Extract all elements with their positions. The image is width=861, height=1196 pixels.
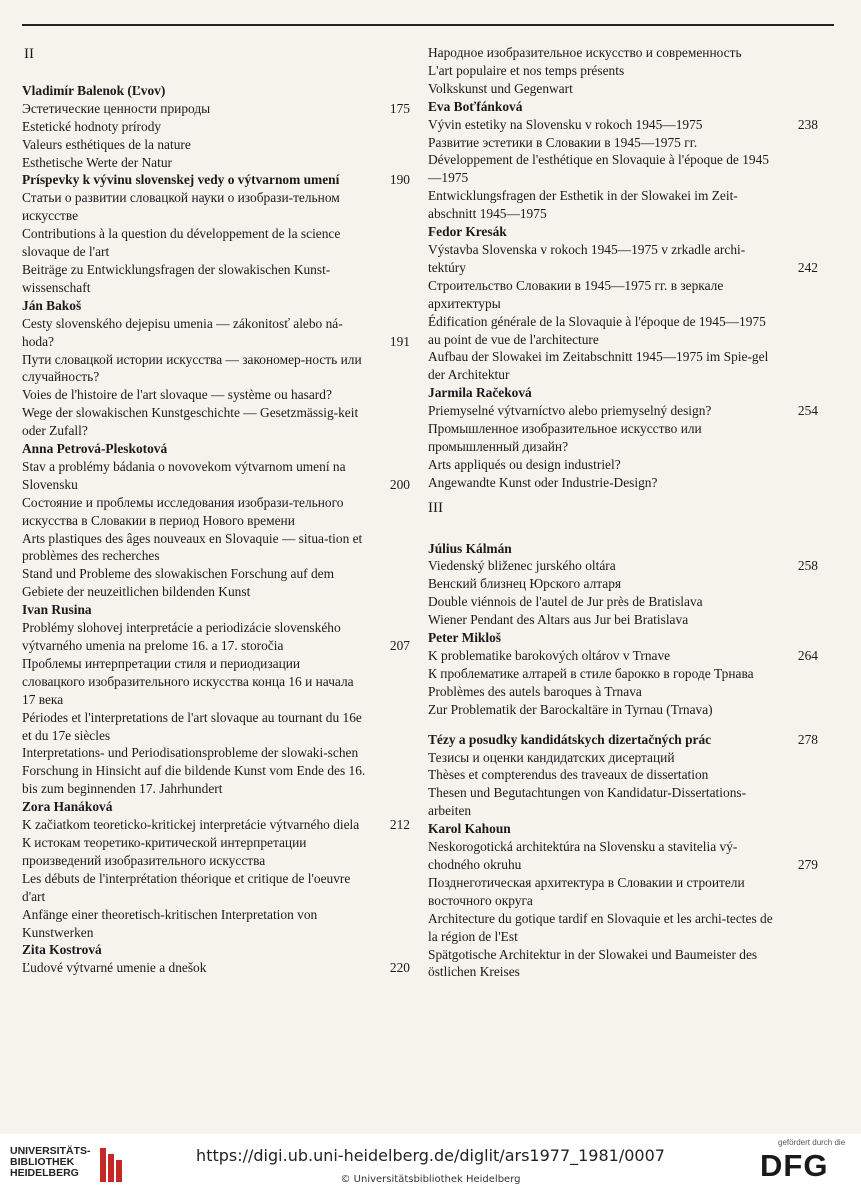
entry-title: Développement de l'esthétique en Slovaquie à l'époque de 1945—1975: [428, 152, 769, 186]
page-number: 238: [797, 116, 818, 132]
library-name: UNIVERSITÄTS- BIBLIOTHEK HEIDELBERG: [10, 1145, 91, 1179]
toc-entry: [428, 766, 818, 784]
entry-title: Пути словацкой истории искусства — закономер-ность или случайность?: [22, 351, 362, 385]
toc-entry: [22, 189, 410, 225]
top-rule: [22, 24, 834, 26]
toc-entry: [428, 456, 818, 474]
entry-title: Состояние и проблемы исследования изобрази-тельного искусства в Словакии в период Нового времени: [22, 494, 344, 528]
toc-entry: [22, 906, 410, 942]
entry-title: Contributions à la question du développement de la science slovaque de l'art: [22, 226, 341, 260]
toc-list-right-c: [428, 731, 818, 982]
dfg-logo[interactable]: [752, 1138, 852, 1192]
toc-entry: [22, 404, 410, 440]
toc-entry: [22, 870, 410, 906]
toc-entry: [428, 593, 818, 611]
toc-entry: [22, 261, 410, 297]
page-number: 220: [389, 960, 410, 976]
entry-title: Промышленное изобразительное искусство или промышленный дизайн?: [428, 421, 702, 454]
toc-list-right-b: [428, 540, 818, 719]
funded-by-label: gefördert durch die: [778, 1138, 846, 1147]
entry-title: Priemyselné výtvarníctvo alebo priemyselný design?: [428, 403, 712, 419]
toc-entry: [428, 701, 818, 719]
author-name: Anna Petrová-Pleskotová: [22, 441, 168, 457]
entry-title: K začiatkom teoreticko-kritickej interpretácie výtvarného diela: [22, 817, 360, 833]
entry-title: Estetické hodnoty prírody: [22, 118, 162, 134]
toc-entry: [428, 44, 818, 62]
entry-title: Výstavba Slovenska v rokoch 1945—1975 v zrkadle archi-tektúry: [428, 241, 746, 275]
toc-entry: [22, 136, 410, 154]
entry-title: L'art populaire et nos temps présents: [428, 62, 625, 78]
toc-entry: [22, 834, 410, 870]
toc-entry: [22, 619, 410, 655]
toc-entry: [22, 386, 410, 404]
toc-entry: [428, 731, 818, 749]
entry-title: Entwicklungsfragen der Esthetik in der Slowakei im Zeit-abschnitt 1945—1975: [428, 188, 738, 222]
toc-entry: [22, 171, 410, 189]
toc-entry: [428, 420, 818, 456]
toc-entry: [428, 665, 818, 683]
entry-title: Voies de l'histoire de l'art slovaque — système ou hasard?: [22, 387, 332, 403]
toc-entry: [428, 910, 818, 946]
entry-title: Problémy slohovej interpretácie a periodizácie slovenského výtvarného umenia na prelome 16. a 17. storočia: [22, 620, 341, 653]
entry-title: Beiträge zu Entwicklungsfragen der slowakischen Kunst-wissenschaft: [22, 261, 331, 295]
entry-title: Проблемы интерпретации стиля и периодизации словацкого изобразительного искусства конца 16 и начала 17 века: [22, 655, 354, 707]
author-name: Jarmila Račeková: [428, 385, 532, 401]
entry-title: Esthetische Werte der Natur: [22, 154, 173, 170]
toc-entry: [22, 530, 410, 566]
entry-title: K problematike barokových oltárov v Trnave: [428, 648, 671, 663]
section-title: Príspevky k vývinu slovenskej vedy o výtvarnom umení: [22, 172, 340, 188]
toc-entry: [428, 683, 818, 701]
toc-entry: [428, 313, 818, 349]
entry-title: Stav a problémy bádania o novovekom výtvarnom umení na Slovensku: [22, 458, 346, 492]
entry-title: Architecture du gotique tardif en Slovaquie et les archi-tectes de la région de l'Est: [428, 910, 773, 944]
toc-entry: [22, 154, 410, 172]
page-number: 200: [389, 476, 410, 492]
entry-title: Тезисы и оценки кандидатских дисертаций: [428, 749, 675, 765]
entry-title: Wiener Pendant des Altars aus Jur bei Bratislava: [428, 612, 689, 628]
section-title: Tézy a posudky kandidátskych dizertačných prác: [428, 731, 712, 747]
toc-entry: [428, 946, 818, 982]
toc-entry: [22, 351, 410, 387]
toc-entry: [428, 402, 818, 420]
entry-title: Périodes et l'interpretations de l'art slovaque au tournant du 16e et du 17e siècles: [22, 709, 362, 743]
author-name: Fedor Kresák: [428, 224, 507, 240]
toc-entry: [22, 744, 410, 798]
dfg-wordmark: DFG: [760, 1148, 829, 1183]
entry-title: Double viénnois de l'autel de Jur près de Bratislava: [428, 594, 703, 610]
toc-entry: [428, 62, 818, 80]
toc-entry: [428, 134, 818, 152]
toc-entry: [22, 709, 410, 745]
entry-title: Volkskunst und Gegenwart: [428, 80, 573, 96]
toc-entry: [428, 187, 818, 223]
toc-entry: [428, 80, 818, 98]
entry-title: Thesen und Begutachtungen von Kandidatur-Dissertations-arbeiten: [428, 785, 747, 819]
entry-title: Венский близнец Юрского алтаря: [428, 576, 622, 592]
entry-title: Строительство Словакии в 1945—1975 гг. в зеркале архитектуры: [428, 277, 724, 311]
entry-title: Interpretations- und Periodisationsprobleme der slowaki-schen Forschung in Hinsicht auf die bildende Kunst vom Ende des 16. bis zum beginnenden 17. Jahrhundert: [22, 745, 366, 797]
entry-title: Народное изобразительное искусство и современность: [428, 45, 742, 60]
toc-entry: [428, 277, 818, 313]
section-heading-iii: III: [428, 499, 443, 516]
toc-entry: [428, 474, 818, 492]
copyright: © Universitätsbibliothek Heidelberg: [340, 1174, 521, 1185]
toc-entry: [428, 575, 818, 593]
entry-title: Ľudové výtvarné umenie a dnešok: [22, 960, 207, 976]
entry-title: Arts appliqués ou design industriel?: [428, 456, 621, 472]
entry-title: Эстетические ценности природы: [22, 100, 211, 116]
entry-title: Zur Problematik der Barockaltäre in Tyrnau (Trnava): [428, 701, 713, 717]
author-name: Zora Hanáková: [22, 799, 113, 815]
author-name: Zita Kostrová: [22, 942, 102, 958]
entry-title: Édification générale de la Slovaquie à l'époque de 1945—1975 au point de vue de l'architecture: [428, 313, 766, 347]
entry-title: Anfänge einer theoretisch-kritischen Interpretation von Kunstwerken: [22, 906, 318, 940]
toc-entry: [428, 116, 818, 134]
entry-title: К истокам теоретико-критической интерпретации произведений изобразительного искусства: [22, 834, 307, 868]
toc-entry: [428, 874, 818, 910]
entry-title: Valeurs esthétiques de la nature: [22, 136, 191, 152]
entry-title: Wege der slowakischen Kunstgeschichte — Gesetzmässig-keit oder Zufall?: [22, 405, 359, 439]
entry-title: Les débuts de l'interprétation théorique et critique de l'oeuvre d'art: [22, 870, 351, 904]
entry-title: К проблематике алтарей в стиле барокко в городе Трнава: [428, 665, 754, 681]
toc-entry: [22, 816, 410, 834]
entry-title: Viedenský bliženec jurského oltára: [428, 558, 616, 574]
author-name: Karol Kahoun: [428, 821, 511, 837]
author-name: Ivan Rusina: [22, 602, 92, 618]
toc-entry: [22, 118, 410, 136]
spacer: [428, 719, 818, 731]
toc-entry: [22, 959, 410, 977]
page-number: 278: [797, 731, 818, 747]
entry-title: Problèmes des autels baroques à Trnava: [428, 683, 642, 699]
page-number: 191: [389, 333, 410, 349]
toc-entry: [22, 225, 410, 261]
author-name: Eva Boťfánková: [428, 98, 523, 114]
toc-list-left: [22, 82, 410, 977]
page-number: 264: [797, 648, 818, 663]
page-number: 254: [797, 403, 818, 419]
toc-entry: [428, 241, 818, 277]
page-number: 279: [797, 856, 818, 872]
author-name: Július Kálmán: [428, 540, 512, 556]
entry-title: Arts plastiques des âges nouveaux en Slovaquie — situa-tion et problèmes des recherches: [22, 530, 363, 564]
toc-entry: [428, 611, 818, 629]
entry-title: Spätgotische Architektur in der Slowakei und Baumeister des östlichen Kreises: [428, 946, 758, 980]
toc-list-right-a: [428, 44, 818, 492]
toc-right-column: [428, 44, 818, 981]
toc-entry: [22, 458, 410, 494]
permalink[interactable]: https://digi.ub.uni-heidelberg.de/diglit/ars1977_1981/0007: [196, 1146, 665, 1165]
toc-entry: [22, 100, 410, 118]
toc-entry: [428, 784, 818, 820]
toc-entry: [22, 565, 410, 601]
entry-title: Thèses et compterendus des traveaux de dissertation: [428, 767, 709, 783]
toc-left-column: [22, 44, 410, 977]
toc-entry: [428, 151, 818, 187]
entry-title: Позднеготическая архитектура в Словакии и строители восточного округа: [428, 874, 745, 908]
section-heading-ii: II: [24, 46, 34, 62]
page-number: 190: [389, 172, 410, 188]
entry-title: Развитие эстетики в Словакии в 1945—1975 гг.: [428, 134, 698, 150]
entry-title: Статьи о развитии словацкой науки о изобрази-тельном искусстве: [22, 190, 340, 224]
toc-entry: [428, 647, 818, 665]
toc-entry: [22, 315, 410, 351]
author-name: Peter Mikloš: [428, 630, 502, 646]
toc-entry: [22, 655, 410, 709]
toc-entry: [428, 838, 818, 874]
entry-title: Vývin estetiky na Slovensku v rokoch 1945—1975: [428, 116, 703, 132]
toc-entry: [428, 749, 818, 767]
toc-entry: [22, 494, 410, 530]
entry-title: Neskorogotická architektúra na Slovensku a stavitelia vý-chodného okruhu: [428, 839, 738, 872]
entry-title: Cesty slovenského dejepisu umenia — zákonitosť alebo ná-hoda?: [22, 315, 343, 349]
page-number: 242: [797, 259, 818, 275]
page-number: 207: [389, 638, 410, 653]
page-number: 258: [797, 558, 818, 574]
entry-title: Stand und Probleme des slowakischen Forschung auf dem Gebiete der neuzeitlichen bildenden Kunst: [22, 566, 335, 600]
entry-title: Aufbau der Slowakei im Zeitabschnitt 1945—1975 im Spie-gel der Architektur: [428, 349, 769, 383]
author-name: Vladimír Balenok (Ľvov): [22, 82, 166, 98]
entry-title: Angewandte Kunst oder Industrie-Design?: [428, 474, 658, 490]
toc-entry: [428, 348, 818, 384]
viewer-footer: [0, 1134, 861, 1196]
toc-entry: [428, 557, 818, 575]
page-number: 212: [389, 817, 410, 833]
page-number: 175: [389, 100, 410, 116]
author-name: Ján Bakoš: [22, 297, 82, 313]
